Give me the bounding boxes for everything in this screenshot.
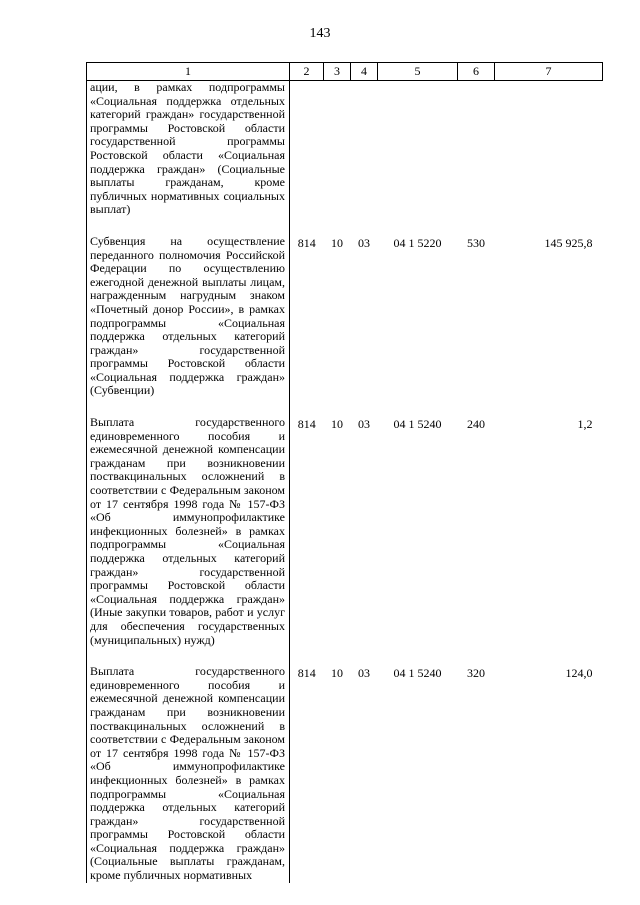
- row-target-article: 04 1 5220: [393, 235, 442, 250]
- row-amount: [495, 81, 603, 217]
- row-target-article: 04 1 5240: [393, 417, 442, 432]
- header-col-6: 6: [458, 63, 495, 81]
- row-ministry-code: 814: [297, 235, 316, 250]
- header-row: [87, 63, 603, 81]
- page-number: 143: [309, 26, 331, 41]
- row-description: Субвенция на осуществление переданного полномочия Российской Федерации по осуществлению ежегодной денежной выплаты лицам, награжденным нагрудным знаком «Почетный донор России», в рамках подпрограммы «Социальная поддержка отдельных категорий граждан» государственной программы Ростовской области «Социальная поддержка граждан» (Субвенции): [87, 235, 290, 398]
- row-target-article: 04 1 5240: [393, 666, 442, 681]
- header-col-7: 7: [495, 63, 603, 81]
- row-expense-type: 240: [467, 417, 485, 432]
- row-subsection: 03: [358, 417, 370, 432]
- budget-table: [86, 62, 602, 883]
- row-description: Выплата государственного единовременного пособия и ежемесячной денежной компенсации гражданам при возникновении поствакцинальных осложнений в соответствии с Федеральным законом от 17 сентября 1998 года № 157-ФЗ «Об иммунопрофилактике инфекционных болезней» в рамках подпрограммы «Социальная поддержка отдельных категорий граждан» государственной программы Ростовской области «Социальная поддержка граждан» (Социальные выплаты гражданам, кроме публичных нормативных: [87, 665, 290, 883]
- row-amount: 145 925,8: [544, 235, 593, 250]
- row-subsection: 03: [358, 666, 370, 681]
- row-expense-type: 320: [467, 666, 485, 681]
- row-ministry-code: 814: [297, 666, 316, 681]
- row-amount: 124,0: [565, 666, 593, 681]
- row-ministry-code: 814: [297, 417, 316, 432]
- table-row: [87, 665, 603, 883]
- row-target-article: [378, 81, 458, 217]
- row-description: Выплата государственного единовременного пособия и ежемесячной денежной компенсации гражданам при возникновении поствакцинальных осложнений в соответствии с Федеральным законом от 17 сентября 1998 года № 157-ФЗ «Об иммунопрофилактике инфекционных болезней» в рамках подпрограммы «Социальная поддержка отдельных категорий граждан» государственной программы Ростовской области «Социальная поддержка граждан» (Иные закупки товаров, работ и услуг для обеспечения государственных (муниципальных) нужд): [87, 416, 290, 647]
- row-amount: 1,2: [577, 417, 593, 432]
- header-col-2: 2: [290, 63, 324, 81]
- row-section: 10: [331, 417, 343, 432]
- row-expense-type: 530: [467, 235, 485, 250]
- row-subsection: [351, 81, 378, 217]
- row-section: [324, 81, 351, 217]
- row-gap: [87, 217, 603, 235]
- table-row: [87, 81, 603, 217]
- row-expense-type: [458, 81, 495, 217]
- header-col-4: 4: [351, 63, 378, 81]
- row-gap: [87, 398, 603, 416]
- table-row: [87, 235, 603, 398]
- header-col-1: 1: [87, 63, 290, 81]
- header-col-3: 3: [324, 63, 351, 81]
- row-description: ации, в рамках подпрограммы «Социальная поддержка отдельных категорий граждан» государственной программы Ростовской области государственной программы Ростовской области «Социальная поддержка граждан» (Социальные выплаты гражданам, кроме публичных нормативных социальных выплат): [87, 81, 290, 217]
- row-subsection: 03: [358, 235, 370, 250]
- header-col-5: 5: [378, 63, 458, 81]
- row-ministry-code: [290, 81, 324, 217]
- row-section: 10: [331, 666, 343, 681]
- table-row: [87, 416, 603, 647]
- row-gap: [87, 647, 603, 665]
- row-section: 10: [331, 235, 343, 250]
